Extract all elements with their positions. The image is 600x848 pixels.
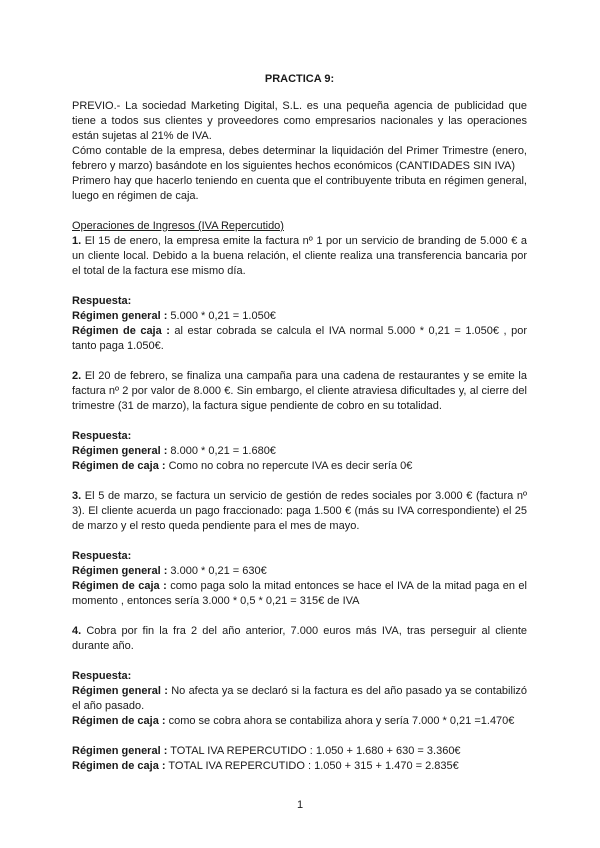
general-label: Régimen general : xyxy=(72,565,168,577)
operation-text: Cobra por fin la fra 2 del año anterior, 7.000 euros más IVA, tras perseguir al cliente durante año. xyxy=(72,625,527,652)
general-label: Régimen general : xyxy=(72,445,168,457)
caja-answer: Como no cobra no repercute IVA es decir sería 0€ xyxy=(165,460,413,472)
caja-answer: como se cobra ahora se contabiliza ahora y sería 7.000 * 0,21 =1.470€ xyxy=(165,715,515,727)
intro-paragraph-3: Primero hay que hacerlo teniendo en cuenta que el contribuyente tributa en régimen general, luego en régimen de caja. xyxy=(72,175,527,202)
caja-label: Régimen de caja : xyxy=(72,760,166,772)
operation-1-general xyxy=(72,309,527,324)
caja-label: Régimen de caja : xyxy=(72,580,167,592)
total-general-value: TOTAL IVA REPERCUTIDO : 1.050 + 1.680 + 630 = 3.360€ xyxy=(167,745,461,757)
answer-label: Respuesta: xyxy=(72,550,132,562)
answer-label: Respuesta: xyxy=(72,295,132,307)
operation-text: El 5 de marzo, se factura un servicio de gestión de redes sociales por 3.000 € (factura nº 3). El cliente acuerda un pago fraccionado: paga 1.500 € (más su IVA correspondiente) el 25 de marzo y el resto queda pendiente para el mes de mayo. xyxy=(72,490,527,532)
answer-label: Respuesta: xyxy=(72,670,132,682)
general-answer: 5.000 * 0,21 = 1.050€ xyxy=(167,310,276,322)
operation-text: El 15 de enero, la empresa emite la factura nº 1 por un servicio de branding de 5.000 € a un cliente local. Debido a la buena relación, el cliente realiza una transferencia bancaria por el total de la factura ese mismo día. xyxy=(72,235,527,277)
operation-2-caja xyxy=(72,459,527,474)
caja-label: Régimen de caja : xyxy=(72,460,166,472)
operation-1-caja xyxy=(72,324,527,354)
operation-4-statement xyxy=(72,624,527,654)
operation-1-statement xyxy=(72,234,527,279)
page-title: PRACTICA 9: xyxy=(264,73,335,85)
caja-label: Régimen de caja : xyxy=(72,715,166,727)
operation-number: 4. xyxy=(72,625,82,637)
operation-number: 2. xyxy=(72,370,82,382)
operation-number: 1. xyxy=(72,235,82,247)
general-answer: 8.000 * 0,21 = 1.680€ xyxy=(167,445,276,457)
operation-3-statement xyxy=(72,489,527,534)
operation-number: 3. xyxy=(72,490,82,502)
total-caja-value: TOTAL IVA REPERCUTIDO : 1.050 + 315 + 1.470 = 2.835€ xyxy=(165,760,459,772)
general-label: Régimen general : xyxy=(72,685,168,697)
section-heading: Operaciones de Ingresos (IVA Repercutido) xyxy=(72,220,284,232)
operation-2-general xyxy=(72,444,527,459)
page-content xyxy=(72,72,527,774)
total-caja xyxy=(72,759,527,774)
total-general xyxy=(72,744,527,759)
answer-label: Respuesta: xyxy=(72,430,132,442)
operation-3-general xyxy=(72,564,527,579)
general-label: Régimen general : xyxy=(72,745,168,757)
operation-3-caja xyxy=(72,579,527,609)
operation-4-general xyxy=(72,684,527,714)
operation-text: El 20 de febrero, se finaliza una campaña para una cadena de restaurantes y se emite la factura nº 2 por valor de 8.000 €. Sin embargo, el cliente atraviesa dificultades y, al cierre del trimestre (31 de marzo), la factura sigue pendiente de cobro en su totalidad. xyxy=(72,370,527,412)
general-label: Régimen general : xyxy=(72,310,168,322)
operation-2-statement xyxy=(72,369,527,414)
caja-answer: como paga solo la mitad entonces se hace el IVA de la mitad paga en el momento , entonces sería 3.000 * 0,5 * 0,21 = 315€ de IVA xyxy=(72,580,527,607)
general-answer: 3.000 * 0,21 = 630€ xyxy=(167,565,267,577)
intro-paragraph-1: PREVIO.- La sociedad Marketing Digital, S.L. es una pequeña agencia de publicidad que tiene a todos sus clientes y proveedores como empresarios nacionales y las operaciones están sujetas al 21% de IVA. xyxy=(72,100,527,142)
general-answer: No afecta ya se declaró si la factura es del año pasado ya se contabilizó el año pasado. xyxy=(72,685,528,712)
page-number: 1 xyxy=(296,799,304,811)
intro-paragraph-2: Cómo contable de la empresa, debes determinar la liquidación del Primer Trimestre (enero, febrero y marzo) basándote en los siguientes hechos económicos (CANTIDADES SIN IVA) xyxy=(72,145,527,172)
caja-label: Régimen de caja : xyxy=(72,325,170,337)
caja-answer: al estar cobrada se calcula el IVA normal 5.000 * 0,21 = 1.050€ , por tanto paga 1.050€. xyxy=(72,325,527,352)
operation-4-caja xyxy=(72,714,527,729)
